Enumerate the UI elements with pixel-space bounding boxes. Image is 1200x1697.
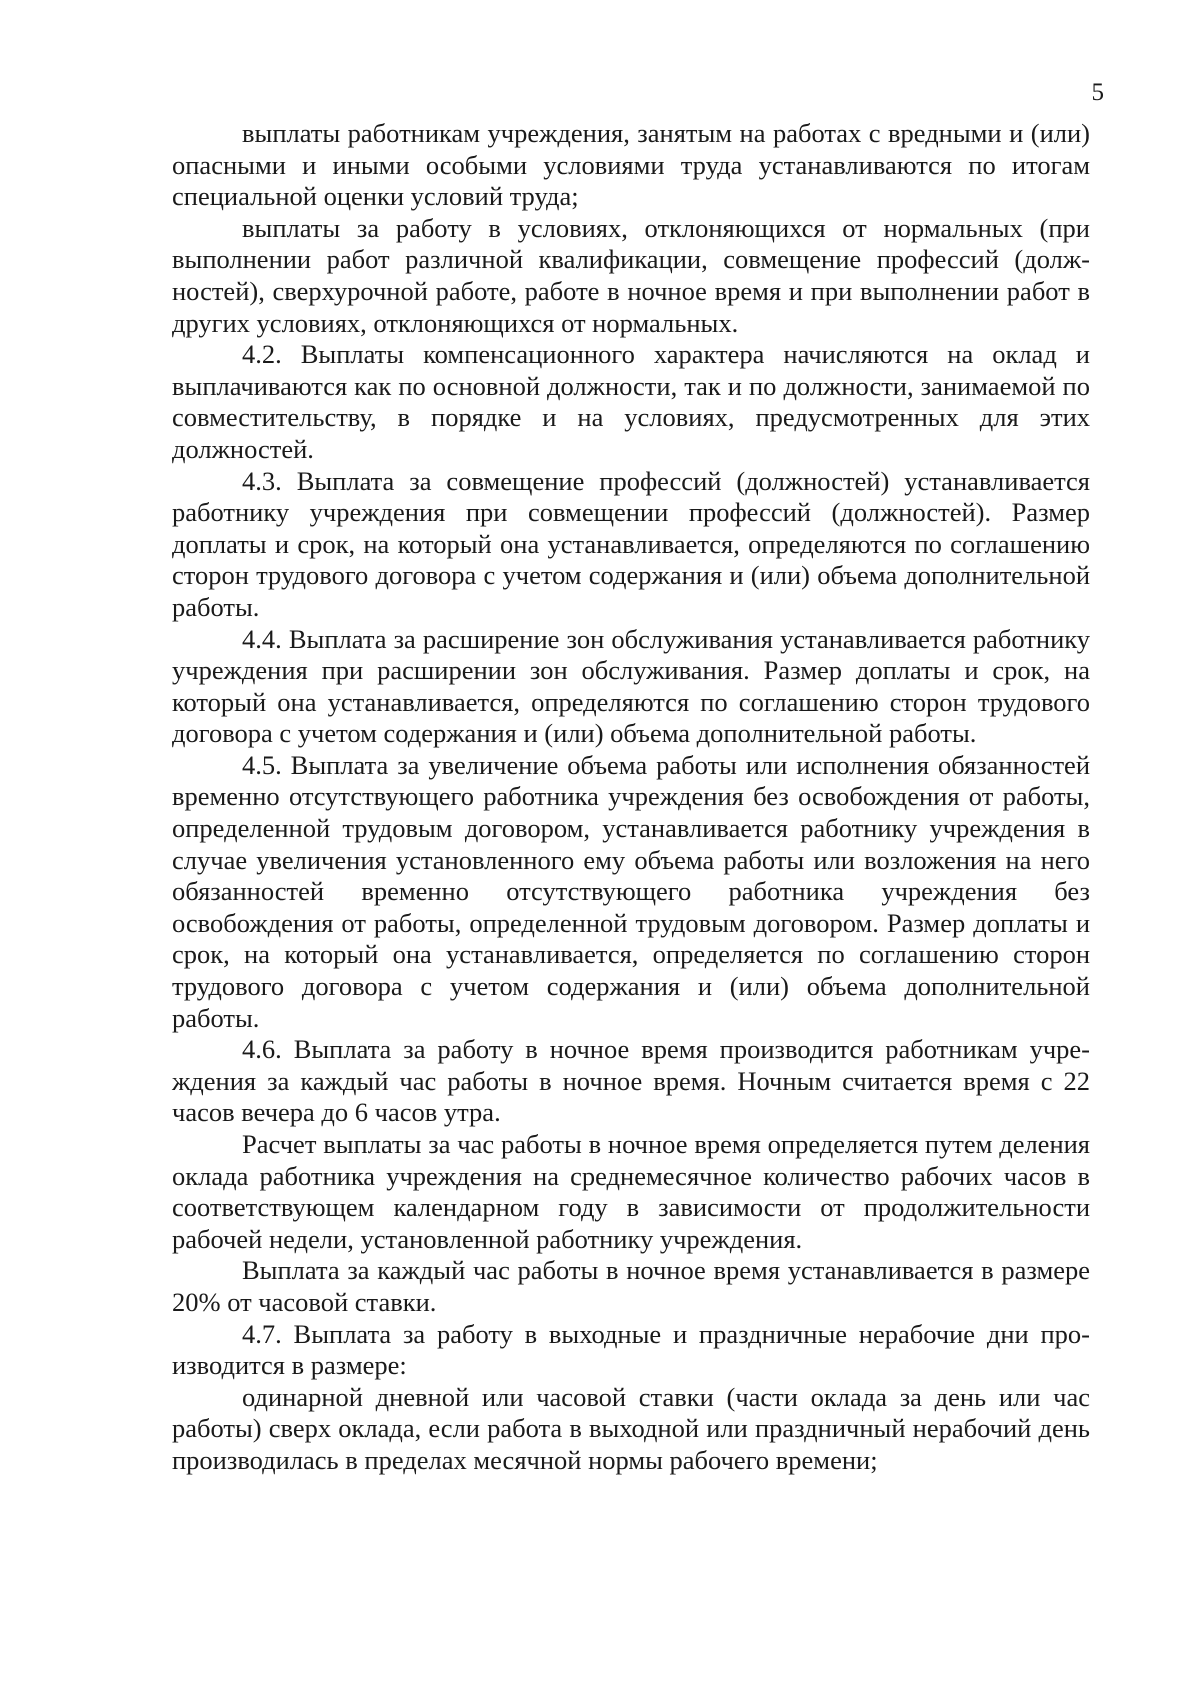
document-body: [172, 118, 1090, 1477]
paragraph-single-rate: одинарной дневной или часовой ставки (части оклада за день или час работы) сверх оклада, если работа в выходной или праздничный нерабочий день производилась в пределах месячной нормы рабочего времени;: [172, 1381, 1090, 1475]
page-number: 5: [1091, 79, 1104, 106]
paragraph-4-2: 4.2. Выплаты компенсационного характера начисляются на оклад и выплачиваются как по основной должности, так и по должности, занимаемой по совместительству, в порядке и на условиях, предусмотренных для этих должностей.: [172, 339, 1090, 464]
paragraph-night-rate-percent: Выплата за каждый час работы в ночное время устанавливается в размере 20% от часовой ставки.: [172, 1255, 1090, 1317]
paragraph-4-7: 4.7. Выплата за работу в выходные и праздничные нерабочие дни производится в размере:: [172, 1318, 1090, 1381]
paragraph-4-4: 4.4. Выплата за расширение зон обслуживания устанавливается работнику учреждения при расширении зон обслуживания. Размер доплаты и срок, на который она устанавливается, определяются по соглашению сторон трудового договора с учетом содержания и (или) объема дополнительной работы.: [172, 623, 1090, 749]
paragraph-4-3: 4.3. Выплата за совмещение профессий (должностей) устанавливается работнику учреждения при совмещении профессий (должностей). Размер доплаты и срок, на который она устанавливается, определяются по соглашению сторон трудового договора с учетом содержания и (или) объема дополнительной работы.: [172, 465, 1090, 622]
paragraph-4-5: 4.5. Выплата за увеличение объема работы или исполнения обязанностей временно отсутствующего работника учреждения без освобождения от работы, определенной трудовым договором, устанавливается работнику учреждения в случае увеличения установленного ему объема работы или возложения на него обязанностей временно отсутствующего работника учреждения без освобождения от работы, определенной трудовым договором. Размер доплаты и срок, на который она устанавливается, определяется по соглашению сторон трудового договора с учетом содержания и (или) объема дополнительной работы.: [172, 749, 1090, 1033]
paragraph-4-6: 4.6. Выплата за работу в ночное время производится работникам учреждения за каждый час работы в ночное время. Ночным считается время с 22 часов вечера до 6 часов утра.: [172, 1034, 1090, 1128]
paragraph-deviating-conditions: выплаты за работу в условиях, отклоняющихся от нормальных (при выполнении работ различной квалификации, совмещение профессий (должностей), сверхурочной работе, работе в ночное время и при выполнении работ в других условиях, отклоняющихся от нормальных.: [172, 212, 1090, 338]
paragraph-harmful-conditions: выплаты работникам учреждения, занятым на работах с вредными и (или) опасными и иными особыми условиями труда устанавливаются по итогам специальной оценки условий труда;: [172, 118, 1090, 212]
paragraph-night-rate-calculation: Расчет выплаты за час работы в ночное время определяется путем деления оклада работника учреждения на среднемесячное количество рабочих часов в соответствующем календарном году в зависимости от продолжительности рабочей недели, установленной работнику учреждения.: [172, 1129, 1090, 1254]
